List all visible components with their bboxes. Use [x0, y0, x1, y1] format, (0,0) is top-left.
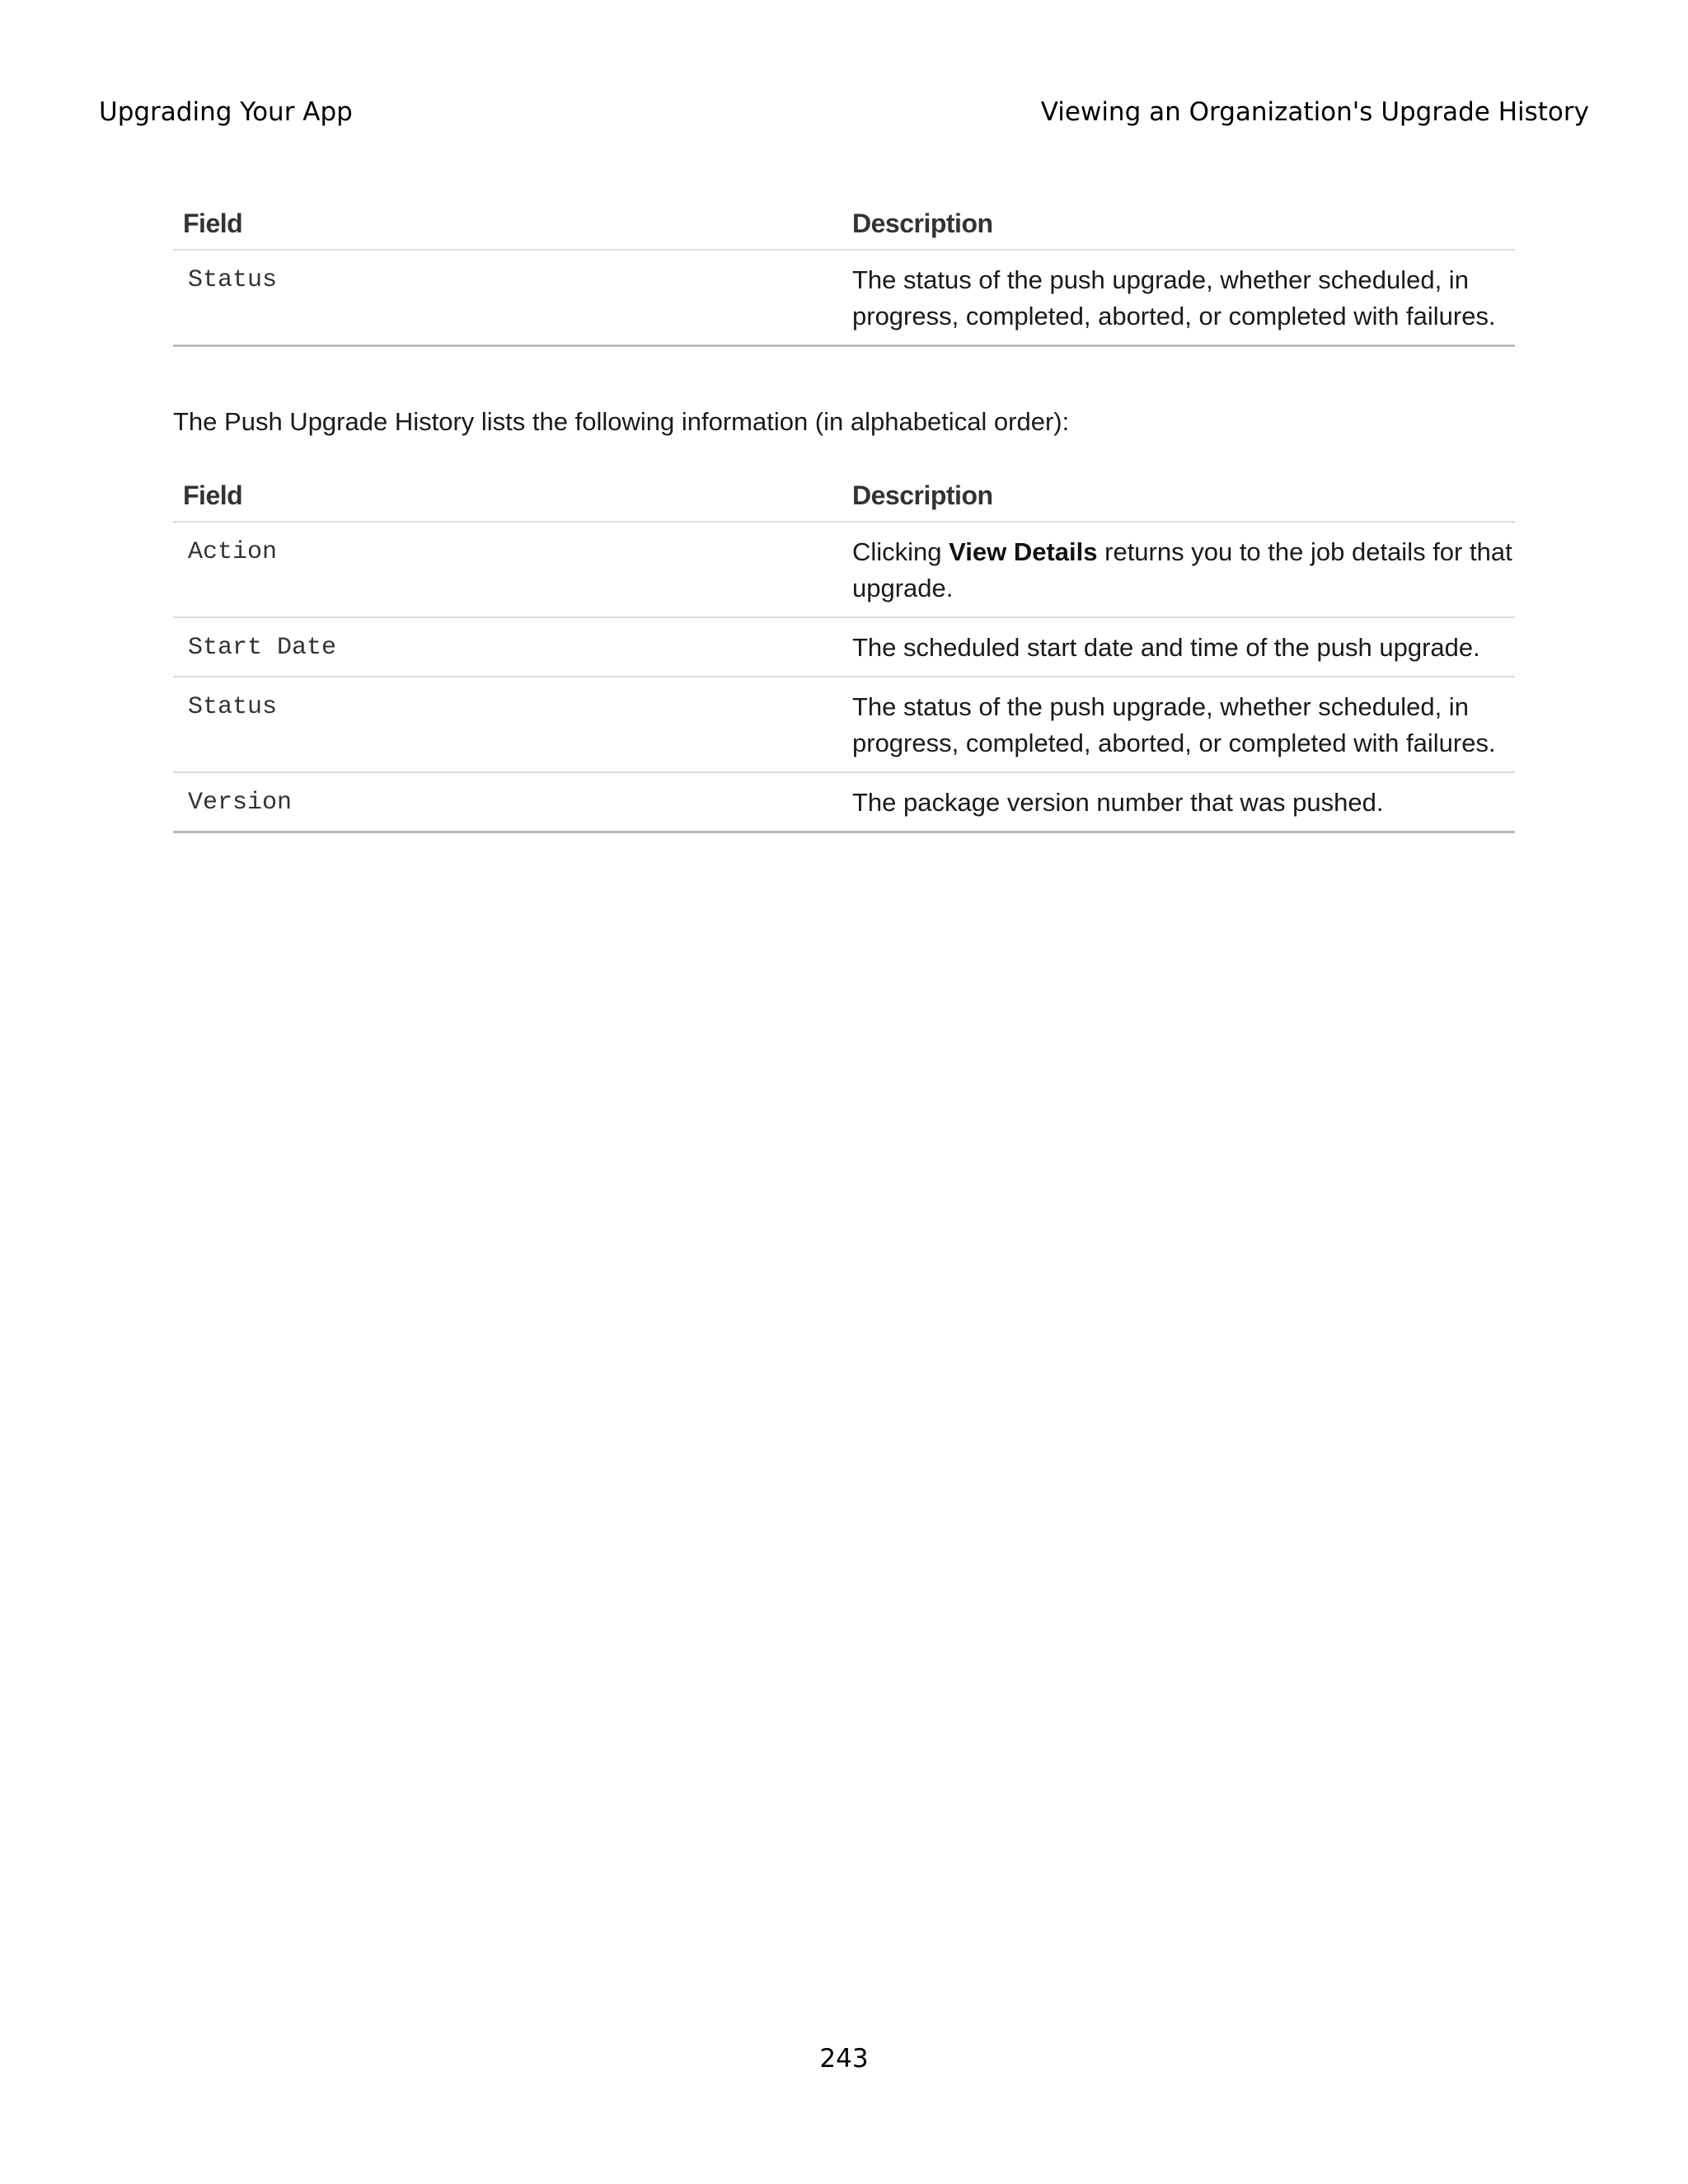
- field-name: Action: [173, 522, 842, 617]
- push-upgrade-history-table: [173, 474, 1515, 833]
- description-column-header: Description: [842, 474, 1515, 522]
- description-text: Clicking: [852, 537, 950, 566]
- table-row: [173, 677, 1515, 772]
- table-row: [173, 617, 1515, 677]
- intro-paragraph: The Push Upgrade History lists the following information (in alphabetical order):: [173, 407, 1070, 436]
- page-header: [99, 97, 1589, 134]
- field-column-header: Field: [173, 474, 842, 522]
- status-field-table: [173, 202, 1515, 347]
- field-description: The status of the push upgrade, whether scheduled, in progress, completed, aborted, or completed with failures.: [842, 677, 1515, 772]
- table-header-row: [173, 474, 1515, 522]
- field-description: The status of the push upgrade, whether scheduled, in progress, completed, aborted, or completed with failures.: [842, 250, 1515, 346]
- field-column-header: Field: [173, 202, 842, 250]
- page-number: 243: [819, 2044, 869, 2074]
- table-row: [173, 522, 1515, 617]
- field-name: Status: [173, 250, 842, 346]
- table-row: [173, 772, 1515, 832]
- field-name: Start Date: [173, 617, 842, 677]
- field-description: The scheduled start date and time of the push upgrade.: [842, 617, 1515, 677]
- field-description: The package version number that was pushed.: [842, 772, 1515, 832]
- table-header-row: [173, 202, 1515, 250]
- field-description: [842, 522, 1515, 617]
- field-name: Status: [173, 677, 842, 772]
- header-topic-title: Viewing an Organization's Upgrade History: [1040, 97, 1589, 127]
- field-name: Version: [173, 772, 842, 832]
- description-text: returns you to the job details for that upgrade.: [852, 537, 1512, 602]
- description-column-header: Description: [842, 202, 1515, 250]
- view-details-label: View Details: [949, 537, 1098, 566]
- header-section-title: Upgrading Your App: [99, 97, 353, 127]
- table-row: [173, 250, 1515, 346]
